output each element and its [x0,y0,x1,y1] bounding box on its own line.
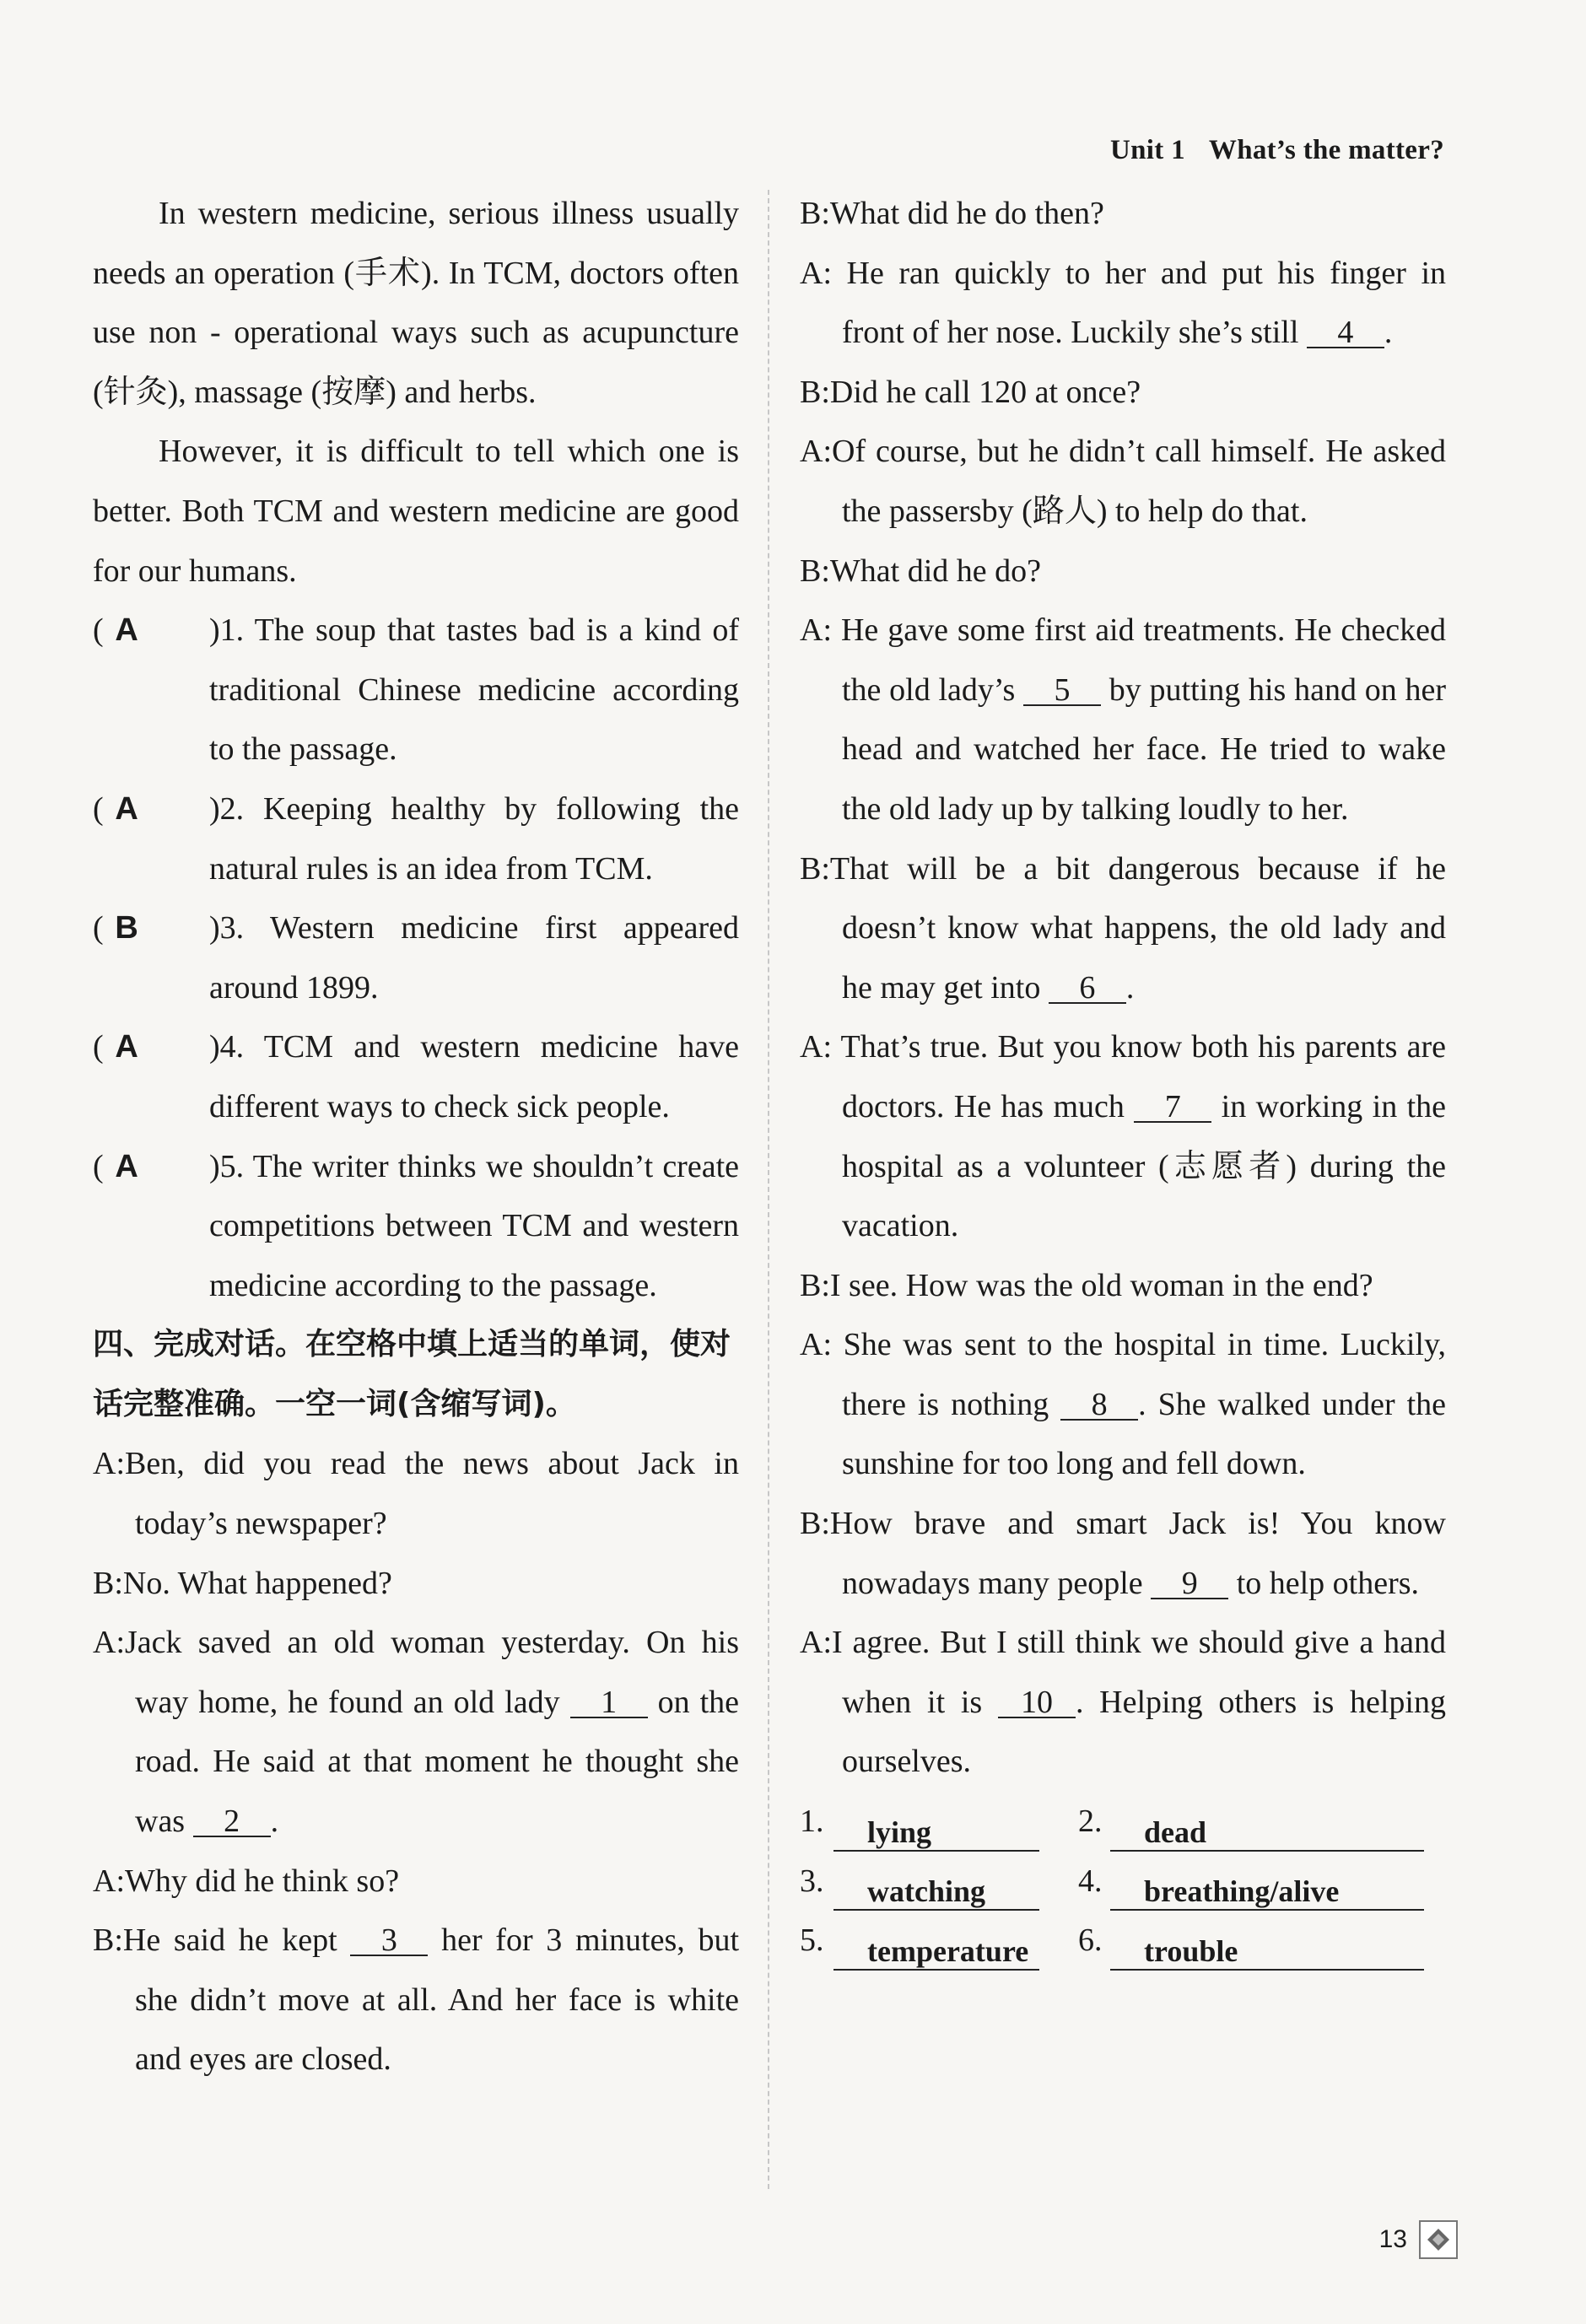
dialogue-line [800,1494,1446,1613]
question-text: )1. The soup that tastes bad is a kind of traditional Chinese medicine according to the passage. [209,612,739,768]
answer-number: 2. [1078,1804,1103,1840]
answer-number: 1. [800,1804,824,1840]
dialogue-text: . She walked under the sunshine for too long and fell down. [842,1386,1446,1482]
question-text: )3. Western medicine first appeared around 1899. [209,910,739,1006]
blank-3: 3 [350,1926,428,1956]
page-number: 13 [1378,2225,1407,2253]
question-2 [93,779,739,898]
choice-answer: B [115,910,138,946]
dialogue-text: A:I agree. But I still think we should give a hand when it is [800,1625,1446,1720]
choice-answer: A [115,1029,138,1065]
dialogue-text: her for 3 minutes, but she didn’t move at all. And her face is white and eyes are closed. [135,1922,740,2078]
blank-4: 4 [1307,318,1384,348]
question-4 [93,1017,739,1136]
reading-paragraph-1: In western medicine, serious illness usually needs an operation (手术). In TCM, doctors often use non - operational ways such as acupuncture (针灸), massage (按摩) and herbs. [93,196,739,410]
answer-row [800,1792,1446,1852]
reading-paragraph-2: However, it is difficult to tell which one is better. Both TCM and western medicine are good for our humans. [93,434,739,589]
dialogue-text: B:He said he kept [93,1922,351,1959]
answer-item [1078,1792,1424,1852]
dialogue-line [800,1315,1446,1494]
answer-number: 3. [800,1863,824,1899]
dialogue-text: in working in the hospital as a volunteer (志愿者) during the vacation. [842,1088,1446,1244]
dialogue-text: A: He gave some first aid treatments. He checked the old lady’s [800,612,1446,708]
diamond-icon [1419,2220,1458,2259]
dialogue-text: A: That’s true. But you know both his parents are doctors. He has much [800,1029,1446,1124]
answer-word: watching [833,1874,1039,1911]
question-1 [93,601,739,779]
right-column [800,184,1446,1971]
choice-answer: A [115,1148,138,1184]
blank-10: 10 [998,1688,1076,1718]
dialogue-line [800,244,1446,363]
question-text: )5. The writer thinks we shouldn’t create competitions between TCM and western medicine according to the passage. [209,1148,739,1303]
dialogue-text: on the road. He said at that moment he thought she was [135,1684,739,1840]
column-divider [768,190,769,2189]
dialogue-text: . [270,1804,279,1840]
unit-title: What’s the matter? [1208,135,1444,165]
dialogue-text: A: He ran quickly to her and put his finger in front of her nose. Luckily she’s still [800,255,1446,351]
dialogue-line: A:Ben, did you read the news about Jack in today’s newspaper? [93,1446,739,1542]
answer-key [800,1792,1446,1971]
dialogue-line: B:Did he call 120 at once? [800,374,1141,410]
dialogue-text: by putting his hand on her head and watched her face. He tried to wake the old lady up by talking loudly to her. [842,671,1446,827]
answer-number: 4. [1078,1863,1103,1899]
answer-item [800,1911,1078,1971]
answer-mark: ( A [93,1137,142,1197]
answer-row [800,1911,1446,1971]
dialogue-line: B:What did he do then? [800,196,1104,231]
choice-answer: A [115,790,138,827]
dialogue-line [800,839,1446,1018]
dialogue-line [93,1613,739,1851]
answer-mark: ( A [93,779,142,839]
dialogue-line [93,1911,739,2089]
blank-5: 5 [1023,676,1101,706]
blank-6: 6 [1049,973,1126,1004]
dialogue-line: B:No. What happened? [93,1565,392,1601]
answer-item [1078,1852,1424,1912]
answer-mark: ( B [93,898,142,958]
question-5 [93,1137,739,1316]
dialogue-text: B:How brave and smart Jack is! You know nowadays many people [800,1506,1446,1601]
dialogue-line: B:I see. How was the old woman in the end? [800,1267,1373,1303]
answer-mark: ( A [93,601,142,661]
left-column [93,184,739,2089]
blank-8: 8 [1060,1390,1138,1421]
dialogue-text: . [1384,315,1393,351]
dialogue-line [800,1017,1446,1255]
dialogue-line [800,601,1446,838]
dialogue-line: A:Why did he think so? [93,1863,400,1899]
blank-7: 7 [1134,1092,1211,1123]
dialogue-line [800,1613,1446,1792]
section-title: 四、完成对话。在空格中填上适当的单词，使对话完整准确。一空一词(含缩写词)。 [93,1327,731,1421]
answer-number: 6. [1078,1922,1103,1959]
dialogue-text: B:That will be a bit dangerous because if he doesn’t know what happens, the old lady and he may get into [800,850,1446,1006]
page-header [1110,135,1444,166]
dialogue-text: A:Jack saved an old woman yesterday. On his way home, he found an old lady [93,1625,739,1720]
dialogue-text: . Helping others is helping ourselves. [842,1684,1446,1780]
unit-label: Unit 1 [1109,135,1185,165]
answer-word: temperature [833,1933,1039,1971]
answer-word: trouble [1110,1933,1424,1971]
dialogue-text: A: She was sent to the hospital in time. Luckily, there is nothing [800,1327,1446,1422]
answer-number: 5. [800,1922,824,1959]
dialogue-line: B:What did he do? [800,553,1041,589]
question-text: )2. Keeping healthy by following the natural rules is an idea from TCM. [209,790,739,887]
dialogue-line: A:Of course, but he didn’t call himself. He asked the passersby (路人) to help do that. [800,434,1446,529]
choice-answer: A [115,612,138,649]
question-text: )4. TCM and western medicine have different ways to check sick people. [209,1029,739,1124]
answer-row [800,1852,1446,1912]
dialogue-text: to help others. [1228,1565,1420,1601]
answer-word: lying [833,1814,1039,1852]
answer-item [1078,1911,1424,1971]
question-3 [93,898,739,1017]
blank-1: 1 [570,1688,648,1718]
answer-item [800,1852,1078,1912]
answer-word: breathing/alive [1110,1874,1424,1911]
dialogue-text: . [1125,969,1135,1006]
answer-word: dead [1110,1814,1424,1852]
blank-2: 2 [193,1807,271,1837]
answer-item [800,1792,1078,1852]
blank-9: 9 [1151,1569,1228,1599]
answer-mark: ( A [93,1017,142,1077]
page-footer [1379,2220,1458,2259]
